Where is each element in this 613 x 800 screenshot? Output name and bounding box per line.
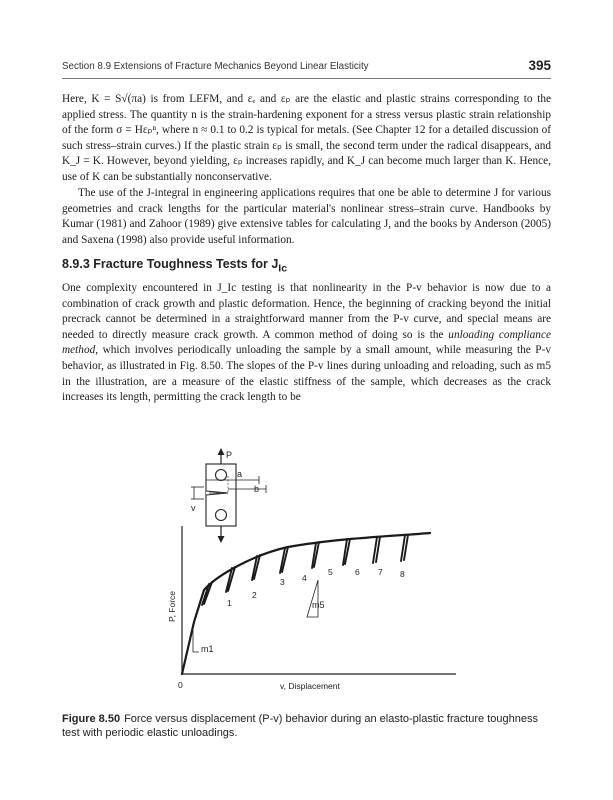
load-arrowhead-top — [218, 448, 225, 455]
v-label: v — [191, 503, 196, 513]
b-label: b — [254, 484, 260, 494]
slope-triangle-m1 — [193, 630, 199, 652]
section-running-title: Section 8.9 Extensions of Fracture Mechanics Beyond Linear Elasticity — [62, 61, 369, 72]
a-label: a — [237, 469, 243, 479]
force-displacement-plot — [160, 522, 460, 694]
load-envelope-curve — [182, 533, 430, 674]
unloading-line-6 — [343, 539, 350, 565]
unload-label-6: 6 — [355, 567, 360, 577]
unload-label-3: 3 — [280, 577, 285, 587]
paragraph-jic-text-b: , which involves periodically unloading the sample by a small amount, while measuring the P-v behavior, as illustrated in Fig. 8.50. The slopes of the P-v lines during unloading and reloading, such as m5 in the illustration, are a measure of the elastic stiffness of the sample, which decreases as the crack increases its length, permitting the crack length to be — [62, 344, 551, 404]
section-number: 8.9.3 — [62, 257, 90, 271]
figure-caption-text: Force versus displacement (P-v) behavior during an elasto-plastic fracture toughness test with periodic elastic unloadings. — [62, 713, 538, 739]
pin-hole-top — [216, 470, 227, 481]
paragraph-jic-testing — [62, 281, 551, 406]
section-title-subscript: Ic — [278, 263, 287, 275]
paragraph-j-integral-use: The use of the J-integral in engineering applications requires that one be able to determine J for various geometries and crack lengths for the particular material's nonlinear stress–strain curve. Handbooks by Kumar (1981) and Zahoor (1989) give extensive tables for calculating J, and the books by Anderson (2005) and Saxena (1998) also provide useful information. — [62, 187, 551, 246]
slope-label-m5: m5 — [312, 600, 325, 610]
section-heading — [62, 257, 287, 275]
unload-label-4: 4 — [302, 573, 307, 583]
load-label-top: P — [226, 450, 233, 460]
unload-label-1: 1 — [227, 598, 232, 608]
slope-label-m1: m1 — [201, 644, 214, 654]
unloading-line-4 — [280, 547, 288, 573]
paragraph-jic-text-a: One complexity encountered in J_Ic testing is that nonlinearity in the P-v behavior is now due to a combination of crack growth and plastic deformation. Hence, the beginning of cracking beyond the initial precrack cannot be determined in a straightforward manner from the P-v curve, and special means are needed to directly measure crack growth. A common method of doing so is the — [62, 282, 551, 341]
section-title: Fracture Toughness Tests for J — [93, 257, 279, 271]
y-axis-label: P, Force — [167, 590, 177, 622]
pin-hole-bottom — [216, 510, 227, 521]
unload-label-2: 2 — [252, 590, 257, 600]
unload-label-8: 8 — [400, 569, 405, 579]
unload-label-5: 5 — [328, 567, 333, 577]
running-head — [62, 58, 551, 79]
unloading-line-7 — [373, 537, 380, 563]
origin-label: 0 — [178, 680, 183, 690]
slope-triangle-m5 — [307, 580, 318, 617]
figure-number: Figure 8.50 — [62, 713, 121, 725]
unloading-line-8 — [401, 535, 408, 561]
unloading-line-5 — [312, 542, 319, 568]
figure-caption — [62, 712, 551, 740]
emphasis-unloading-compliance: unloading compliance method — [62, 328, 551, 357]
paragraph-kj-explanation: Here, K = S√(πa) is from LEFM, and εₑ and εₚ are the elastic and plastic strains corresponding to the applied stress. The quantity n is the strain-hardening exponent for a stress versus plastic strain relationship of the form σ = Hεₚⁿ, where n ≈ 0.1 to 0.2 is typical for metals. (See Chapter 12 for a detailed discussion of such stress–strain curves.) If the plastic strain εₚ is small, the second term under the radical disappears, and K_J = K. However, beyond yielding, εₚ increases rapidly, and K_J can become much larger than K. Hence, use of K can be substantially nonconservative. — [62, 93, 551, 183]
x-axis-label: v, Displacement — [280, 681, 340, 691]
page-number: 395 — [528, 58, 551, 73]
unload-label-7: 7 — [378, 567, 383, 577]
